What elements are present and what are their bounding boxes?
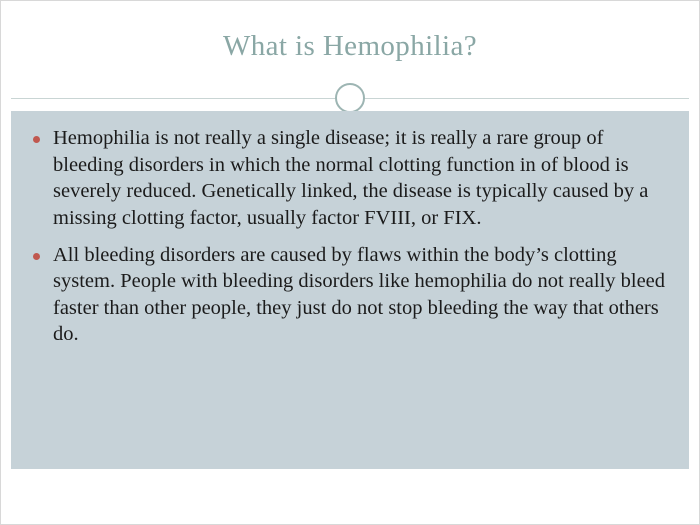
bullet-dot-icon [33, 253, 40, 260]
list-item [27, 125, 667, 232]
page-title: What is Hemophilia? [222, 30, 478, 63]
bullet-list [27, 125, 667, 348]
body-content-area [11, 111, 689, 469]
list-item [27, 242, 667, 349]
circle-ornament-icon [335, 83, 365, 113]
slide-footer-band [11, 472, 689, 514]
list-item-text: Hemophilia is not really a single disease; it is really a rare group of bleeding disorders in which the normal clotting function in of blood is severely reduced. Genetically linked, the disease is typically caused by a missing clotting factor, usually factor FVIII, or FIX. [53, 127, 649, 229]
bullet-dot-icon [33, 136, 40, 143]
title-area [1, 1, 699, 93]
list-item-text: All bleeding disorders are caused by flaws within the body’s clotting system. People with bleeding disorders like hemophilia do not really bleed faster than other people, they just do not stop bleeding the way that others do. [53, 243, 666, 346]
